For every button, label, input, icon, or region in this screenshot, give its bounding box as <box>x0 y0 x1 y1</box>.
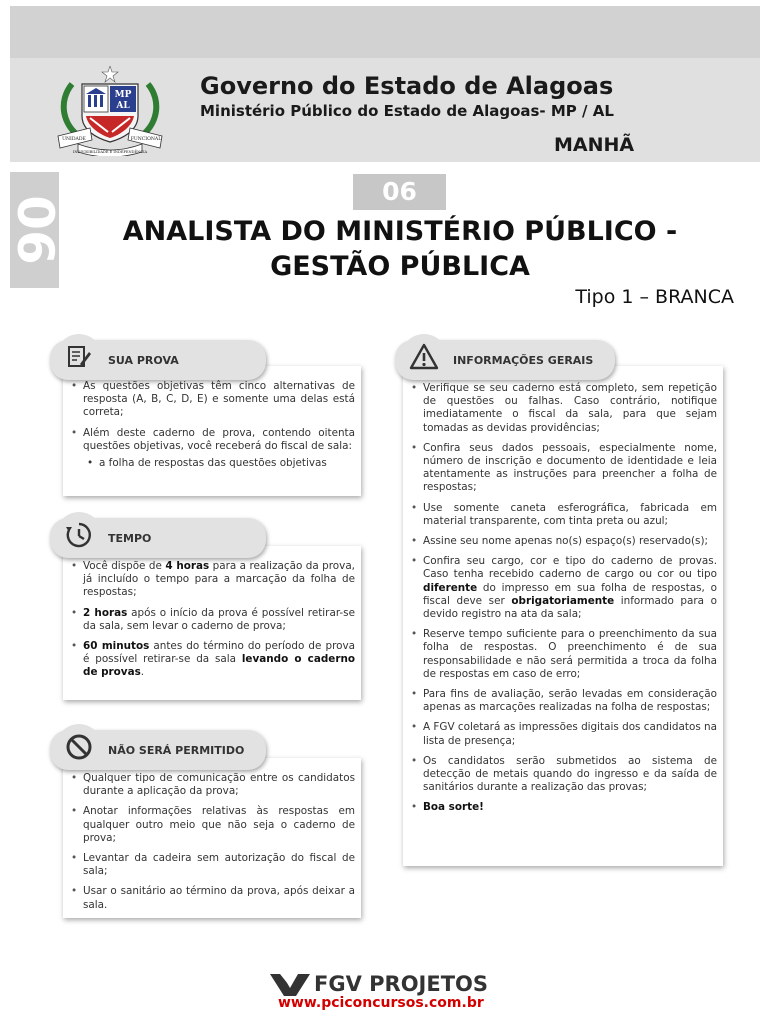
tempo-panel <box>63 546 361 700</box>
exam-title-line2: GESTÃO PÚBLICA <box>270 251 530 282</box>
svg-text:FUNCIONAL: FUNCIONAL <box>130 137 162 142</box>
header-top-band <box>10 6 760 58</box>
prohibited-icon <box>56 724 102 770</box>
list-item: • Confira seus dados pessoais, especialmente nome, número de inscrição e documento de identidade e leia atentamente as instruções para preencher a folha de respostas; <box>423 442 717 495</box>
text: para a realização da prova, já incluído o tempo para a marcação da folha de respostas; <box>83 560 355 599</box>
side-exam-number-text: 06 <box>5 195 64 265</box>
informacoes-gerais-panel <box>403 366 723 866</box>
bold-text: 4 horas <box>165 560 210 572</box>
list-item <box>83 607 355 633</box>
exam-sheet-pencil-icon <box>56 334 102 380</box>
list-item <box>423 555 717 621</box>
tempo-title: TEMPO <box>108 532 152 545</box>
sub-list-item: • a folha de respostas das questões objetivas <box>99 457 355 470</box>
mp-al-seal <box>50 66 170 156</box>
list-item <box>83 427 355 471</box>
bold-text: obrigatoriamente <box>511 594 615 607</box>
text: Você dispõe de <box>83 560 166 572</box>
list-item: • Anotar informações relativas às respostas em qualquer outro meio que não seja o caderno de prova; <box>83 805 355 845</box>
fgv-mark-icon <box>270 974 310 996</box>
list-item: • Levantar da cadeira sem autorização do fiscal de sala; <box>83 852 355 878</box>
text: antes do término do período de prova é possível retirar-se da sala <box>83 640 355 666</box>
sua-prova-panel <box>63 366 361 496</box>
svg-text:MP: MP <box>114 90 132 100</box>
list-item: • Para fins de avaliação, serão levadas em consideração apenas as marcações realizadas na folha de respostas; <box>423 688 717 714</box>
list-item: • Os candidatos serão submetidos ao sistema de detecção de metais quando do ingresso e da saída de sanitários durante a realização das provas; <box>423 755 717 795</box>
side-exam-number <box>5 172 64 288</box>
list-item: • Usar o sanitário ao término da prova, após deixar a sala. <box>83 885 355 911</box>
sua-prova-tab <box>50 340 266 380</box>
text: do impresso em sua folha de respostas, o fiscal deve ser <box>423 581 717 607</box>
informacoes-gerais-tab <box>395 340 615 380</box>
sub-list <box>83 457 355 470</box>
list-item: • Reserve tempo suficiente para o preenchimento da sua folha de respostas. O preenchimento é de sua responsabilidade e não será permitida a troca da folha de respostas em caso de erro; <box>423 628 717 681</box>
text: informado para o devido registro na ata da sala; <box>423 594 717 621</box>
list-item: • Qualquer tipo de comunicação entre os candidatos durante a aplicação da prova; <box>83 772 355 798</box>
government-title: Governo do Estado de Alagoas <box>200 72 614 100</box>
ministry-subtitle: Ministério Público do Estado de Alagoas- MP / AL <box>200 102 614 120</box>
nao-permitido-panel <box>63 758 361 918</box>
list-item: • Assine seu nome apenas no(s) espaço(s) reservado(s); <box>423 535 717 548</box>
nao-permitido-title: NÃO SERÁ PERMITIDO <box>108 744 245 757</box>
tempo-tab <box>50 518 266 558</box>
svg-text:INDIVISIBILIDADE E INDEPENDÊNC: INDIVISIBILIDADE E INDEPENDÊNCIA <box>72 150 148 154</box>
exam-shift: MANHÃ <box>554 134 635 156</box>
exam-title <box>60 214 740 284</box>
exam-title-line1: ANALISTA DO MINISTÉRIO PÚBLICO - <box>122 216 678 247</box>
text: . <box>140 666 145 679</box>
list-item: • A FGV coletará as impressões digitais dos candidatos na lista de presença; <box>423 721 717 747</box>
bold-text: diferente <box>423 581 478 594</box>
list-item-text: Além deste caderno de prova, contendo oitenta questões objetivas, você receberá do fiscal de sala: <box>83 426 355 452</box>
sua-prova-title: SUA PROVA <box>108 354 179 367</box>
informacoes-gerais-title: INFORMAÇÕES GERAIS <box>453 354 594 367</box>
exam-number-box: 06 <box>353 174 446 210</box>
list-item <box>423 801 717 814</box>
svg-text:AL: AL <box>116 101 130 111</box>
list-item <box>83 640 355 680</box>
bold-text: 60 minutos <box>83 640 150 653</box>
list-item <box>83 560 355 600</box>
exam-type: Tipo 1 – BRANCA <box>575 286 734 308</box>
header-band <box>10 58 760 162</box>
list-item: • Verifique se seu caderno está completo, sem repetição de questões ou falhas. Caso contrário, notifique imediatamente o fiscal da sala, para que sejam tomadas as devidas providências; <box>423 382 717 435</box>
list-item: • Use somente caneta esferográfica, fabricada em material transparente, com tinta preta ou azul; <box>423 502 717 528</box>
fgv-brand-text: FGV PROJETOS <box>314 972 489 996</box>
closing-text: Boa sorte! <box>423 801 484 814</box>
bold-text: levando o caderno de provas <box>83 653 355 679</box>
source-url: www.pciconcursos.com.br <box>278 995 484 1011</box>
svg-text:UNIDADE: UNIDADE <box>62 137 86 142</box>
nao-permitido-tab <box>50 730 266 770</box>
list-item: • As questões objetivas têm cinco alternativas de resposta (A, B, C, D, E) e somente uma delas está correta; <box>83 380 355 420</box>
warning-triangle-icon <box>401 334 447 380</box>
bold-text: 2 horas <box>83 606 128 619</box>
text: Confira seu cargo, cor e tipo do caderno de provas. Caso tenha recebido caderno de cargo ou cor ou tipo <box>423 555 717 581</box>
clock-icon <box>56 512 102 558</box>
text: após o início da prova é possível retirar-se da sala, sem levar o caderno de prova; <box>83 606 355 632</box>
